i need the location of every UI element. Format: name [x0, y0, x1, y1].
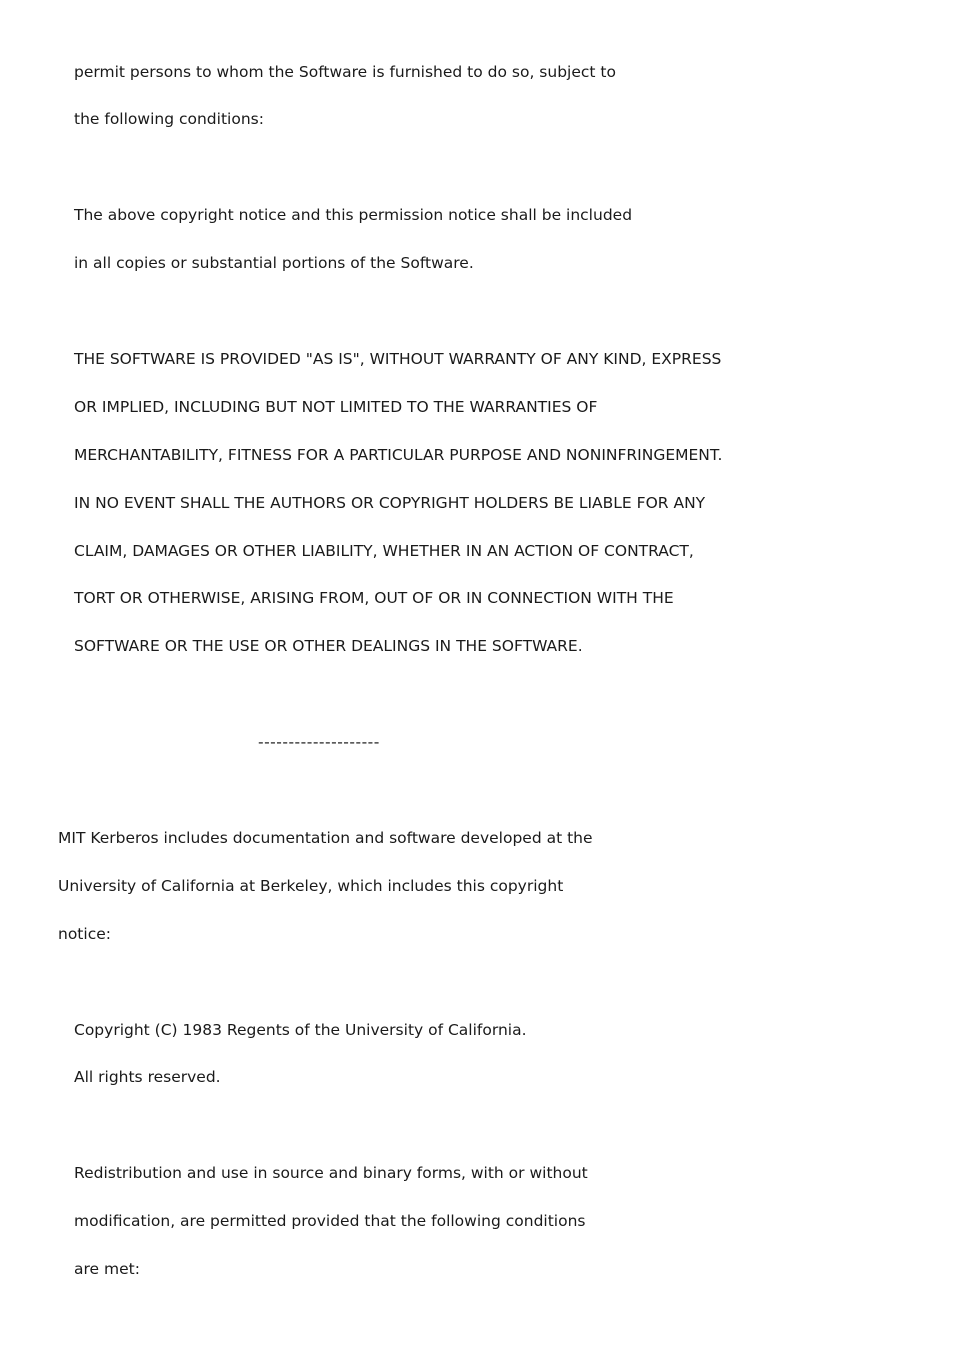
text-line: MIT Kerberos includes documentation and software developed at the	[58, 829, 593, 847]
text-line: All rights reserved.	[74, 1068, 221, 1086]
text-line: modification, are permitted provided that the following conditions	[74, 1212, 586, 1230]
text-line: the following conditions:	[74, 110, 264, 128]
section-separator: --------------------	[258, 733, 380, 751]
text-line: IN NO EVENT SHALL THE AUTHORS OR COPYRIGHT HOLDERS BE LIABLE FOR ANY	[74, 494, 706, 512]
text-line: CLAIM, DAMAGES OR OTHER LIABILITY, WHETHER IN AN ACTION OF CONTRACT,	[74, 542, 694, 560]
text-line: SOFTWARE OR THE USE OR OTHER DEALINGS IN THE SOFTWARE.	[74, 637, 583, 655]
text-line: TORT OR OTHERWISE, ARISING FROM, OUT OF OR IN CONNECTION WITH THE	[74, 589, 674, 607]
text-line: Copyright (C) 1983 Regents of the University of California.	[74, 1021, 527, 1039]
text-line: OR IMPLIED, INCLUDING BUT NOT LIMITED TO THE WARRANTIES OF	[74, 398, 598, 416]
text-line: MERCHANTABILITY, FITNESS FOR A PARTICULAR PURPOSE AND NONINFRINGEMENT.	[74, 446, 723, 464]
text-line: are met:	[74, 1260, 140, 1278]
text-line: permit persons to whom the Software is furnished to do so, subject to	[74, 63, 616, 81]
text-line: THE SOFTWARE IS PROVIDED "AS IS", WITHOUT WARRANTY OF ANY KIND, EXPRESS	[74, 350, 722, 368]
text-line: notice:	[58, 925, 111, 943]
text-line: Redistribution and use in source and binary forms, with or without	[74, 1164, 588, 1182]
text-line: University of California at Berkeley, which includes this copyright	[58, 877, 564, 895]
text-line: in all copies or substantial portions of the Software.	[74, 254, 474, 272]
text-line: The above copyright notice and this permission notice shall be included	[74, 206, 633, 224]
